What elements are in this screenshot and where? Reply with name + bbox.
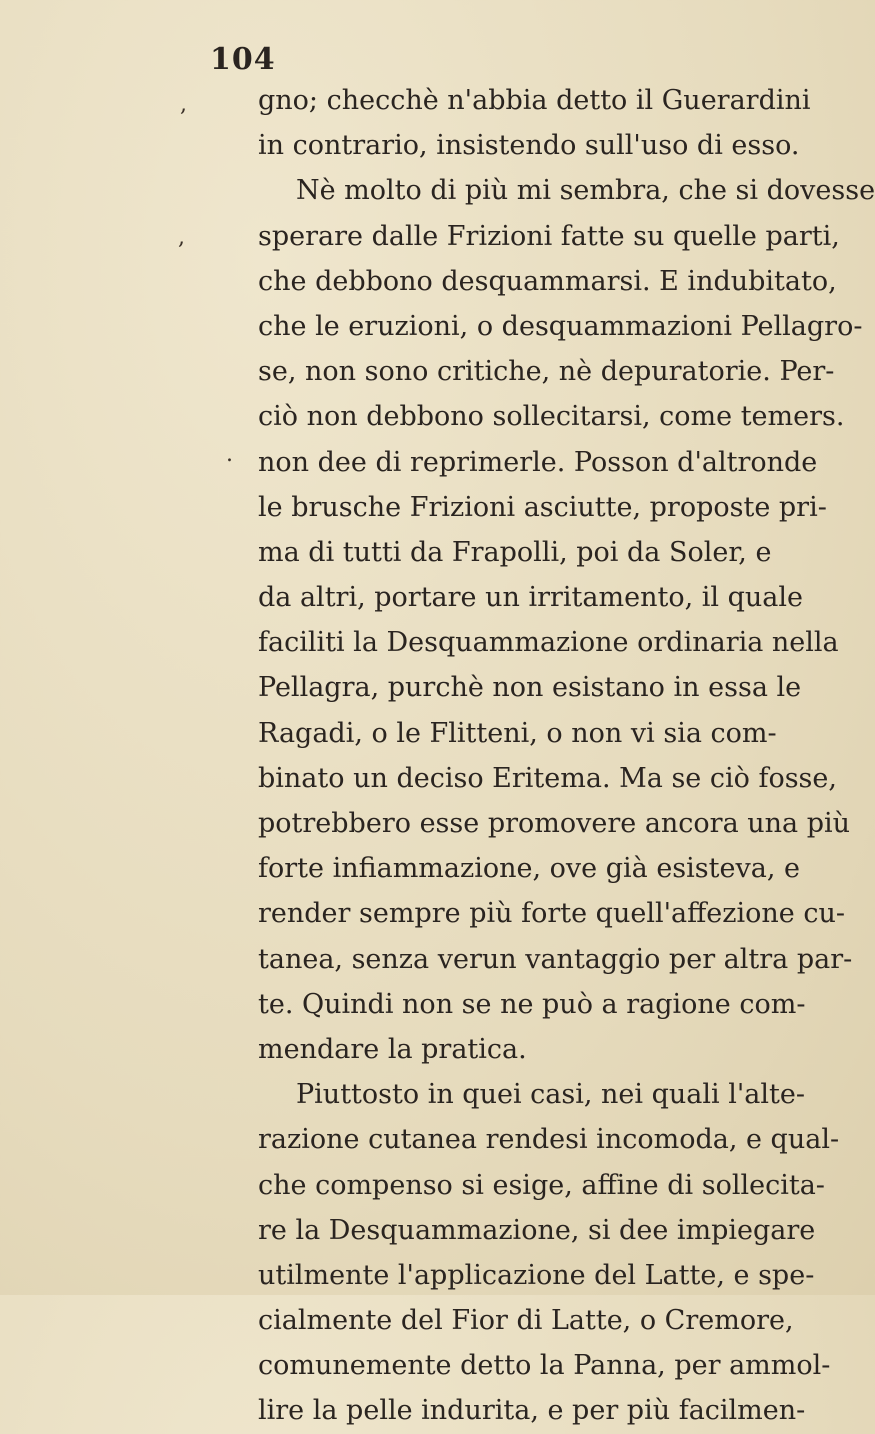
text-line: Piuttosto in quei casi, nei quali l'alte- xyxy=(296,1079,805,1111)
text-line: se, non sono critiche, nè depuratorie. Per- xyxy=(258,356,835,388)
text-line: le brusche Frizioni asciutte, proposte pri- xyxy=(258,491,827,523)
text-line: da altri, portare un irritamento, il quale xyxy=(258,582,803,614)
text-line: comunemente detto la Panna, per ammol- xyxy=(258,1350,831,1382)
margin-mark: , xyxy=(178,225,185,250)
text-line: Ragadi, o le Flitteni, o non vi sia com- xyxy=(258,717,777,749)
body-text xyxy=(258,78,875,1434)
text-line: re la Desquammazione, si dee impiegare xyxy=(258,1214,816,1246)
text-line: in contrario, insistendo sull'uso di esso. xyxy=(258,130,800,162)
margin-mark: , xyxy=(180,92,187,117)
text-line: ma di tutti da Frapolli, poi da Soler, e xyxy=(258,536,772,568)
text-line: che debbono desquammarsi. E indubitato, xyxy=(258,265,837,297)
text-line: tanea, senza verun vantaggio per altra par- xyxy=(258,943,853,975)
text-line: Pellagra, purchè non esistano in essa le xyxy=(258,672,802,704)
text-line: binato un deciso Eritema. Ma se ciò fosse, xyxy=(258,762,837,794)
page-number: 104 xyxy=(210,42,276,77)
text-line: forte infiammazione, ove già esisteva, e xyxy=(258,853,800,885)
text-line: potrebbero esse promovere ancora una più xyxy=(258,808,851,839)
text-line: utilmente l'applicazione del Latte, e spe- xyxy=(258,1259,815,1291)
text-line: che le eruzioni, o desquammazioni Pellagro- xyxy=(258,310,863,342)
text-line: non dee di reprimerle. Posson d'altronde xyxy=(258,446,818,478)
text-line: ciò non debbono sollecitarsi, come temers. xyxy=(258,401,845,433)
text-line: sperare dalle Frizioni fatte su quelle parti, xyxy=(258,220,840,252)
margin-mark: . xyxy=(226,442,233,467)
text-line: lire la pelle indurita, e per più facilmen- xyxy=(258,1395,806,1427)
text-line: te. Quindi non se ne può a ragione com- xyxy=(258,988,806,1020)
text-line: render sempre più forte quell'affezione cu- xyxy=(258,898,845,930)
text-line: che compenso si esige, affine di sollecita- xyxy=(258,1169,825,1201)
text-line: razione cutanea rendesi incomoda, e qual- xyxy=(258,1124,840,1156)
text-line: gno; checchè n'abbia detto il Guerardini xyxy=(258,85,811,116)
text-line: Nè molto di più mi sembra, che si dovesse xyxy=(296,175,875,207)
text-line: faciliti la Desquammazione ordinaria nella xyxy=(258,627,839,659)
text-line: mendare la pratica. xyxy=(258,1033,527,1065)
text-line: cialmente del Fior di Latte, o Cremore, xyxy=(258,1305,794,1337)
